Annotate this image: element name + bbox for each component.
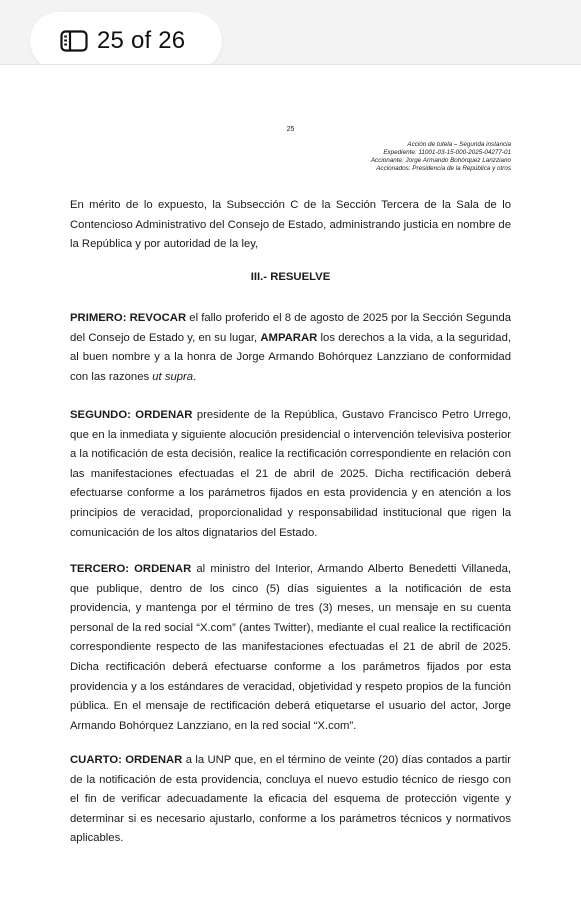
sidebar-panel-icon[interactable]: [60, 30, 88, 52]
page-number: 25: [286, 126, 295, 133]
document-page: [0, 64, 581, 901]
case-type: Acción de tutela – Segunda instancia: [407, 141, 511, 148]
segundo-paragraph: SEGUNDO: ORDENAR presidente de la República, Gustavo Francisco Petro Urrego, que en la inmediata y siguiente alocución presidencial o intervención televisiva posterior a la notificación de esta decisión, realice la rectificación correspondiente en relación con las manifestaciones efectuadas el 21 de abril de 2025. Dicha rectificación deberá efectuarse conforme a los parámetros fijados en esta providencia y en atención a los principios de veracidad, proporcionalidad y responsabilidad institucional que rigen la comunicación de los altos dignatarios del Estado.: [70, 409, 511, 539]
ut-supra: ut supra: [152, 370, 194, 383]
cuarto-label: CUARTO: ORDENAR: [70, 754, 183, 766]
section-title: III.- RESUELVE: [250, 271, 331, 283]
page-indicator-button[interactable]: [30, 12, 222, 70]
intro-paragraph: En mérito de lo expuesto, la Subsección C de la Sección Tercera de la Sala de lo Contencioso Administrativo del Consejo de Estado, administrando justicia en nombre de la República y por autoridad de la ley,: [70, 199, 511, 251]
case-file-number: Expediente: 11001-03-15-000-2025-04277-01: [383, 149, 511, 156]
plaintiff: Accionante: Jorge Armando Bohórquez Lanzziano: [370, 157, 511, 164]
amparar-label: AMPARAR: [260, 331, 318, 344]
viewer-toolbar: [0, 0, 581, 64]
cuarto-paragraph: CUARTO: ORDENAR a la UNP que, en el término de veinte (20) días contados a partir de la notificación de esta providencia, concluya el nuevo estudio técnico de riesgo con el fin de verificar adecuadamente la eficacia del esquema de protección vigente y determinar si es necesario ajustarlo, conforme a los parámetros técnicos y normativos aplicables.: [70, 754, 511, 845]
primero-paragraph: PRIMERO: REVOCAR el fallo proferido el 8 de agosto de 2025 por la Sección Segunda del Consejo de Estado y, en su lugar, AMPARAR los derechos a la vida, a la seguridad, al buen nombre y a la honra de Jorge Armando Bohórquez Lanzziano de conformidad con las razones ut supra.: [70, 312, 512, 383]
page-indicator-text: 25 of 26: [97, 27, 186, 54]
primero-label: PRIMERO: REVOCAR: [70, 312, 187, 324]
tercero-label: TERCERO: ORDENAR: [70, 563, 192, 575]
defendants: Accionados: Presidencia de la República y otros: [376, 165, 511, 172]
case-header: [371, 141, 511, 173]
segundo-label: SEGUNDO: ORDENAR: [70, 409, 193, 421]
tercero-paragraph: TERCERO: ORDENAR al ministro del Interior, Armando Alberto Benedetti Villaneda, que publique, dentro de los cinco (5) días siguientes a la notificación de esta providencia, y mantenga por el término de tres (3) meses, un mensaje en su cuenta personal de la red social “X.com” (antes Twitter), mediante el cual realice la rectificación correspondiente respecto de las manifestaciones efectuadas el 21 de abril de 2025. Dicha rectificación deberá efectuarse conforme a los parámetros fijados por esta providencia y a los estándares de veracidad, objetividad y respeto propios de la función pública. En el mensaje de rectificación deberá etiquetarse el usuario del actor, Jorge Armando Bohórquez Lanzziano, en la red social “X.com”.: [70, 563, 511, 732]
